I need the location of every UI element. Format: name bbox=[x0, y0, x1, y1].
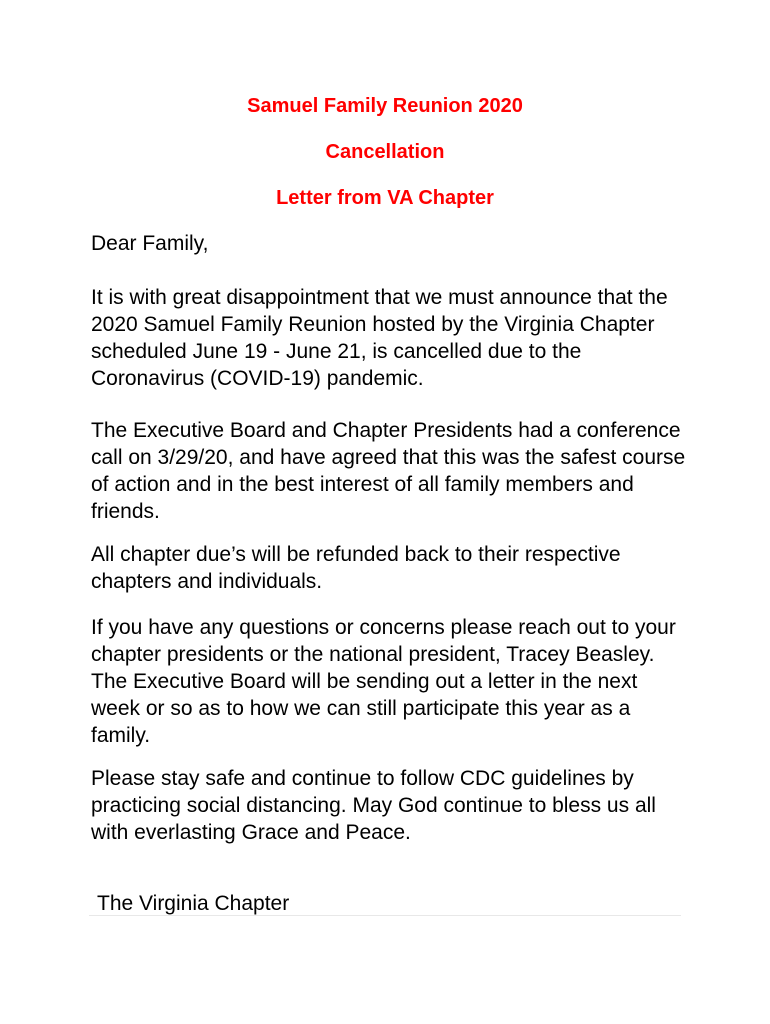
signature: The Virginia Chapter bbox=[97, 892, 290, 915]
letter-title: Samuel Family Reunion 2020 bbox=[247, 95, 523, 117]
paragraph-questions: If you have any questions or concerns please reach out to your chapter presidents or the national president, Tracey Beasley. The Executive Board will be sending out a letter in the next week or so as to how we can still participate this year as a family. bbox=[91, 616, 676, 747]
paragraph-board-decision: The Executive Board and Chapter Presidents had a conference call on 3/29/20, and have agreed that this was the safest course of action and in the best interest of all family members and friends. bbox=[91, 419, 686, 523]
salutation: Dear Family, bbox=[91, 232, 209, 255]
paragraph-refunds: All chapter due’s will be refunded back to their respective chapters and individuals. bbox=[91, 543, 621, 593]
letter-from-line: Letter from VA Chapter bbox=[276, 187, 494, 209]
paragraph-closing: Please stay safe and continue to follow CDC guidelines by practicing social distancing. May God continue to bless us all with everlasting Grace and Peace. bbox=[91, 767, 656, 844]
letter-subtitle: Cancellation bbox=[325, 141, 445, 163]
signature-divider bbox=[89, 915, 681, 916]
paragraph-cancellation-announcement: It is with great disappointment that we must announce that the 2020 Samuel Family Reunion hosted by the Virginia Chapter scheduled June 19 - June 21, is cancelled due to the Coronavirus (COVID-19) pandemic. bbox=[91, 286, 668, 390]
